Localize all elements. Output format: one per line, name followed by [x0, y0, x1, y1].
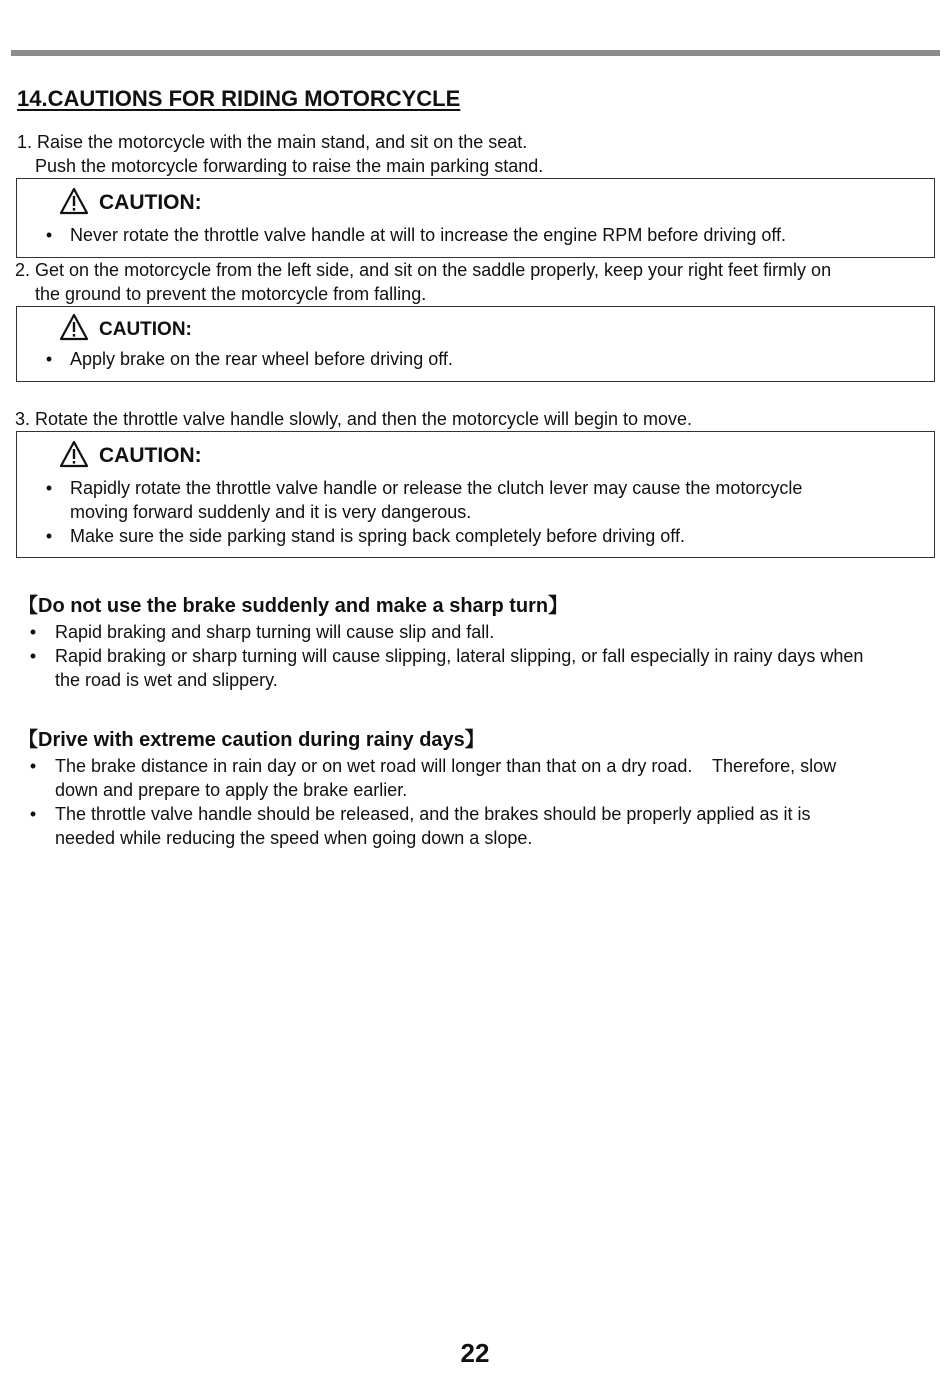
- caution-box-1: [16, 178, 935, 258]
- brake-bullet-2-line-2: the road is wet and slippery.: [55, 670, 278, 690]
- warning-triangle-icon: [59, 313, 89, 341]
- step-1-line-1: 1. Raise the motorcycle with the main stand, and sit on the seat.: [17, 132, 528, 152]
- bullet-marker: •: [45, 349, 53, 369]
- rain-bullet-2-line-1: The throttle valve handle should be released, and the brakes should be properly applied as it is: [55, 804, 811, 824]
- caution-box-3: [16, 431, 935, 558]
- bullet-marker: •: [45, 526, 53, 546]
- bullet-marker: •: [45, 225, 53, 245]
- section-heading-brake: 【Do not use the brake suddenly and make a sharp turn】: [18, 595, 569, 617]
- caution-3-bullet-2-text: Make sure the side parking stand is spring back completely before driving off.: [70, 526, 685, 546]
- rain-bullet-2-line-2: needed while reducing the speed when going down a slope.: [55, 828, 533, 848]
- bullet-marker: •: [29, 756, 37, 776]
- step-2-line-2: the ground to prevent the motorcycle from falling.: [35, 284, 427, 304]
- step-3-line-1: 3. Rotate the throttle valve handle slowly, and then the motorcycle will begin to move.: [15, 409, 693, 429]
- warning-triangle-icon: [59, 440, 89, 468]
- caution-label-1: CAUTION:: [99, 191, 202, 214]
- caution-header-3: [59, 440, 202, 468]
- caution-label-2: CAUTION:: [99, 319, 192, 340]
- warning-triangle-icon: [59, 187, 89, 215]
- caution-2-bullet-text: Apply brake on the rear wheel before driving off.: [70, 349, 453, 369]
- page-title: 14.CAUTIONS FOR RIDING MOTORCYCLE: [17, 86, 461, 111]
- bullet-marker: •: [29, 804, 37, 824]
- step-2-line-1: 2. Get on the motorcycle from the left side, and sit on the saddle properly, keep your right feet firmly on: [15, 260, 832, 280]
- brake-bullet-2-line-1: Rapid braking or sharp turning will cause slipping, lateral slipping, or fall especially in rainy days when: [55, 646, 864, 666]
- caution-box-2: [16, 306, 935, 382]
- header-rule: [11, 50, 940, 56]
- section-heading-rain: 【Drive with extreme caution during rainy days】: [18, 729, 485, 751]
- caution-header-2: [59, 313, 192, 341]
- bullet-marker: •: [45, 478, 53, 498]
- page-number: 22: [460, 1338, 490, 1368]
- brake-bullet-1-text: Rapid braking and sharp turning will cause slip and fall.: [55, 622, 495, 642]
- caution-3-bullet-1-line-1: Rapidly rotate the throttle valve handle or release the clutch lever may cause the motorcycle: [70, 478, 803, 498]
- caution-1-bullet-text: Never rotate the throttle valve handle at will to increase the engine RPM before driving off.: [70, 225, 787, 245]
- rain-bullet-1-line-1: The brake distance in rain day or on wet road will longer than that on a dry road. Therefore, slow: [55, 756, 837, 776]
- bullet-marker: •: [29, 646, 37, 666]
- caution-header-1: [59, 187, 202, 215]
- rain-bullet-1-line-2: down and prepare to apply the brake earlier.: [55, 780, 408, 800]
- step-1-line-2: Push the motorcycle forwarding to raise the main parking stand.: [35, 156, 544, 176]
- caution-label-3: CAUTION:: [99, 444, 202, 467]
- bullet-marker: •: [29, 622, 37, 642]
- caution-3-bullet-1-line-2: moving forward suddenly and it is very dangerous.: [70, 502, 472, 522]
